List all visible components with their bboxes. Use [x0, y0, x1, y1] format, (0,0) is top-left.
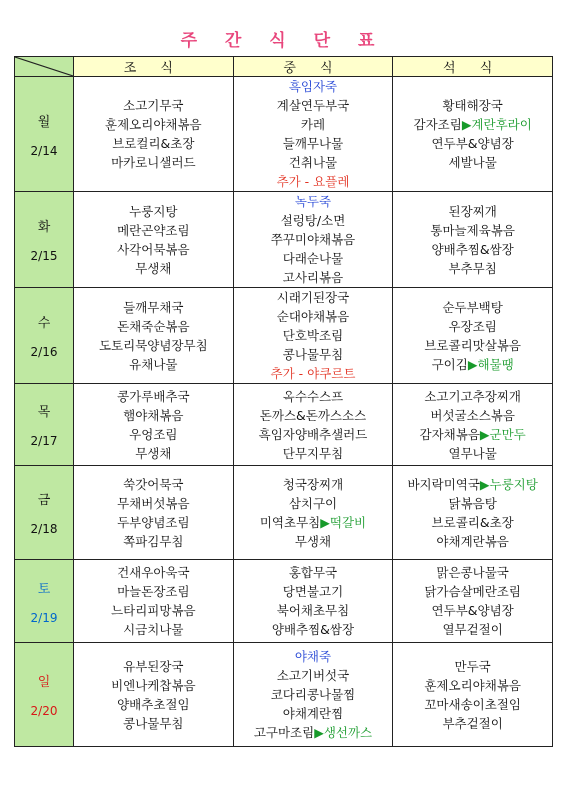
menu-item-text: 황태해장국 — [442, 98, 503, 113]
day-date: 2/20 — [30, 704, 58, 718]
breakfast-cell — [74, 384, 234, 466]
menu-item — [74, 475, 233, 494]
menu-item — [234, 685, 393, 704]
dinner-cell — [393, 560, 553, 643]
menu-item — [234, 134, 393, 153]
menu-item-text: 바지락미역국 — [407, 476, 480, 492]
day-cell — [15, 466, 74, 560]
menu-item-text: 건새우아욱국 — [117, 565, 190, 580]
menu-item-text: 감자조림 — [413, 117, 462, 132]
menu-item-extra: ▶해물땡 — [467, 356, 514, 372]
menu-item-text: 삼치구이 — [288, 495, 338, 511]
menu-item-text: 닭볶음탕 — [448, 495, 497, 511]
menu-item-text: 건취나물 — [288, 155, 338, 170]
menu-item — [393, 221, 552, 240]
menu-item-text: 시금치나물 — [123, 622, 184, 637]
day-row — [15, 643, 553, 747]
menu-item-text: 코다리콩나물찜 — [270, 687, 356, 702]
menu-item — [74, 298, 233, 317]
dinner-cell — [393, 466, 553, 560]
weekly-menu-table — [14, 56, 553, 747]
menu-item — [74, 387, 233, 406]
menu-item — [393, 620, 552, 639]
day-row — [15, 77, 553, 192]
menu-item — [393, 532, 552, 551]
day-name: 화 — [37, 220, 51, 235]
page-title: 주 간 식 단 표 — [180, 31, 386, 51]
day-name: 일 — [37, 675, 51, 690]
day-name: 금 — [37, 493, 51, 508]
menu-item — [74, 695, 233, 714]
menu-item — [234, 532, 393, 551]
diagonal-line-icon — [15, 57, 73, 76]
menu-item — [234, 601, 393, 620]
day-name: 토 — [37, 581, 51, 597]
menu-item-text: 우장조림 — [448, 318, 497, 334]
menu-item-text: 돈까스&돈까스소스 — [259, 407, 367, 423]
menu-item — [74, 494, 233, 513]
menu-item-text: 두부양념조림 — [117, 514, 190, 530]
menu-item — [234, 96, 393, 115]
menu-item-text: 누룽지탕 — [129, 203, 178, 219]
menu-item — [234, 425, 393, 444]
menu-item — [234, 326, 393, 345]
menu-item — [234, 704, 393, 723]
menu-item — [393, 695, 552, 714]
menu-item-text: 마카로니샐러드 — [111, 155, 196, 170]
menu-item-text: 미역초무침 — [259, 514, 321, 530]
menu-item-text: 콩나물무침 — [123, 715, 184, 731]
menu-body — [15, 77, 553, 747]
menu-item — [234, 192, 393, 211]
menu-item — [234, 230, 393, 249]
menu-item-text: 브로콜리맛살볶음 — [424, 337, 521, 353]
menu-item — [74, 563, 233, 582]
menu-item-extra: ▶떡갈비 — [320, 514, 367, 530]
menu-item — [234, 364, 393, 383]
menu-item — [234, 444, 393, 463]
menu-item — [74, 115, 233, 134]
menu-item — [393, 657, 552, 676]
menu-item — [234, 494, 393, 513]
menu-item — [74, 202, 233, 221]
menu-item-text: 세발나물 — [448, 155, 497, 170]
menu-item — [234, 723, 393, 742]
menu-item-text: 구이김 — [431, 356, 468, 372]
menu-item-text: 무생채 — [294, 533, 332, 549]
menu-item — [74, 582, 233, 601]
menu-item-text: 당면불고기 — [282, 584, 344, 599]
menu-item-text: 들깨무채국 — [123, 299, 184, 315]
menu-item-text: 설렁탕/소면 — [280, 213, 346, 228]
menu-item-text: 유부된장국 — [123, 658, 184, 674]
menu-item — [234, 211, 393, 230]
menu-item-text: 훈제오리야채볶음 — [105, 117, 202, 132]
menu-item-text: 감자채볶음 — [419, 426, 480, 442]
menu-item — [74, 259, 233, 278]
menu-item-text: 시래기된장국 — [276, 290, 350, 305]
menu-item-text: 양배추찜&쌈장 — [271, 622, 355, 637]
menu-item-text: 야채계란찜 — [282, 706, 344, 721]
menu-item — [393, 240, 552, 259]
header-row — [15, 57, 553, 77]
menu-item — [393, 513, 552, 532]
day-row — [15, 560, 553, 643]
menu-item-text: 햄야채볶음 — [123, 407, 184, 423]
menu-item-text: 된장찌개 — [448, 203, 497, 219]
menu-item — [393, 153, 552, 172]
day-row — [15, 466, 553, 560]
lunch-cell — [233, 560, 393, 643]
menu-item-text: 청국장찌개 — [282, 476, 344, 492]
menu-item — [234, 268, 393, 287]
menu-item — [74, 714, 233, 733]
day-cell — [15, 288, 74, 384]
breakfast-cell — [74, 560, 234, 643]
menu-item-text: 비엔나케찹볶음 — [111, 677, 196, 693]
menu-item-text: 녹두죽 — [294, 194, 332, 209]
menu-item-text: 계살연두부국 — [276, 98, 350, 113]
menu-item-text: 무채버섯볶음 — [117, 495, 190, 511]
lunch-cell — [233, 288, 393, 384]
header-dinner: 석 식 — [393, 57, 553, 77]
menu-item — [74, 240, 233, 259]
menu-item — [393, 425, 552, 444]
menu-item-text: 맑은콩나물국 — [436, 565, 509, 580]
menu-item — [74, 425, 233, 444]
menu-item-text: 만두국 — [454, 658, 491, 674]
menu-item — [74, 601, 233, 620]
menu-item — [234, 172, 393, 191]
menu-item — [234, 77, 393, 96]
menu-item — [393, 259, 552, 278]
menu-item-text: 메란곤약조림 — [117, 222, 190, 238]
day-row — [15, 288, 553, 384]
menu-item-text: 꼬마새송이초절임 — [424, 696, 521, 712]
menu-item — [74, 444, 233, 463]
header-breakfast: 조 식 — [74, 57, 234, 77]
menu-item-text: 흑임자양배추샐러드 — [258, 426, 368, 442]
day-date: 2/19 — [30, 610, 58, 625]
day-name: 목 — [37, 405, 51, 420]
menu-item-text: 열무나물 — [448, 445, 497, 461]
day-date: 2/14 — [30, 143, 58, 158]
day-cell — [15, 384, 74, 466]
menu-item — [234, 153, 393, 172]
menu-item-extra: ▶군만두 — [479, 426, 526, 442]
menu-item — [74, 532, 233, 551]
menu-item-text: 양배추초절임 — [117, 696, 190, 712]
menu-item-text: 우엉조림 — [129, 426, 178, 442]
menu-item-text: 연두부&양념장 — [431, 136, 514, 151]
menu-item — [234, 582, 393, 601]
menu-item-text: 무생채 — [135, 445, 172, 461]
menu-item — [74, 153, 233, 172]
menu-item-text: 소고기버섯국 — [276, 668, 350, 683]
menu-item-text: 단무지무침 — [282, 445, 344, 461]
header-lunch: 중 식 — [233, 57, 393, 77]
menu-item-text: 열무겉절이 — [442, 622, 503, 637]
menu-item — [393, 355, 552, 374]
menu-item-text: 콩나물무침 — [282, 347, 344, 362]
menu-item — [234, 563, 393, 582]
menu-item-text: 양배추찜&쌈장 — [431, 241, 514, 257]
menu-item-text: 버섯굴소스볶음 — [430, 407, 515, 423]
lunch-cell — [233, 643, 393, 747]
menu-item — [74, 657, 233, 676]
menu-item — [393, 582, 552, 601]
menu-item — [234, 307, 393, 326]
menu-item-text: 고사리볶음 — [282, 270, 344, 285]
menu-item-extra: ▶계란후라이 — [461, 117, 532, 132]
menu-item — [393, 475, 552, 494]
menu-item-text: 부추무침 — [448, 260, 497, 276]
menu-item-text: 통마늘제육볶음 — [430, 222, 515, 238]
lunch-cell — [233, 466, 393, 560]
menu-item — [234, 345, 393, 364]
menu-item-text: 추가 - 요플레 — [276, 174, 350, 189]
menu-item-text: 돈채죽순볶음 — [117, 318, 190, 334]
menu-item — [393, 298, 552, 317]
menu-item-text: 야채계란볶음 — [436, 533, 509, 549]
menu-item — [393, 115, 552, 134]
menu-item-extra: ▶누룽지탕 — [479, 476, 538, 492]
menu-item — [74, 513, 233, 532]
day-cell — [15, 192, 74, 288]
menu-item — [74, 406, 233, 425]
menu-item-text: 쪽파김무침 — [123, 533, 184, 549]
menu-item-text: 단호박조림 — [282, 328, 344, 343]
corner-cell — [15, 57, 74, 77]
menu-item — [393, 134, 552, 153]
lunch-cell — [233, 384, 393, 466]
menu-item-extra: ▶생선까스 — [314, 725, 373, 740]
menu-item-text: 순두부백탕 — [442, 299, 503, 315]
menu-item-text: 유채나물 — [129, 356, 178, 372]
menu-item — [393, 406, 552, 425]
day-cell — [15, 560, 74, 643]
menu-item — [393, 317, 552, 336]
menu-item-text: 흑임자죽 — [288, 79, 338, 94]
lunch-cell — [233, 192, 393, 288]
menu-item-text: 연두부&양념장 — [431, 603, 514, 618]
menu-item — [393, 601, 552, 620]
menu-item-text: 야채죽 — [294, 649, 332, 664]
menu-item — [393, 336, 552, 355]
dinner-cell — [393, 77, 553, 192]
breakfast-cell — [74, 77, 234, 192]
menu-item-text: 훈제오리야채볶음 — [424, 677, 521, 693]
menu-item-text: 카레 — [300, 117, 326, 132]
menu-item — [234, 475, 393, 494]
menu-item — [393, 676, 552, 695]
lunch-cell — [233, 77, 393, 192]
menu-item-text: 쭈꾸미야채볶음 — [270, 232, 356, 247]
menu-item-text: 브로컬리&초장 — [112, 136, 195, 151]
menu-item — [74, 355, 233, 374]
menu-item — [234, 513, 393, 532]
day-cell — [15, 643, 74, 747]
menu-item — [74, 134, 233, 153]
dinner-cell — [393, 384, 553, 466]
menu-item — [393, 563, 552, 582]
menu-item — [234, 115, 393, 134]
day-row — [15, 384, 553, 466]
menu-item-text: 북어채초무침 — [276, 603, 350, 618]
menu-item-text: 도토리묵양념장무침 — [98, 337, 208, 353]
menu-item — [393, 96, 552, 115]
day-name: 월 — [37, 114, 51, 130]
day-date: 2/15 — [30, 249, 58, 263]
menu-item — [74, 96, 233, 115]
breakfast-cell — [74, 192, 234, 288]
menu-item — [74, 317, 233, 336]
breakfast-cell — [74, 466, 234, 560]
menu-item — [234, 288, 393, 307]
menu-item — [74, 676, 233, 695]
day-cell — [15, 77, 74, 192]
day-date: 2/18 — [30, 522, 58, 536]
menu-item — [234, 406, 393, 425]
menu-item — [393, 444, 552, 463]
breakfast-cell — [74, 643, 234, 747]
menu-item-text: 닭가슴살메란조림 — [424, 584, 521, 599]
menu-item-text: 고구마조림 — [253, 725, 315, 740]
menu-item-text: 들깨무나물 — [282, 136, 344, 151]
menu-item-text: 사각어묵볶음 — [117, 241, 190, 257]
menu-item-text: 쑥갓어묵국 — [123, 476, 184, 492]
menu-item-text: 홍합무국 — [288, 565, 338, 580]
menu-item — [234, 249, 393, 268]
menu-item-text: 옥수수스프 — [282, 388, 344, 404]
menu-item-text: 소고기무국 — [123, 98, 184, 113]
menu-item-text: 추가 - 야쿠르트 — [270, 366, 356, 381]
day-row — [15, 192, 553, 288]
menu-item — [74, 336, 233, 355]
menu-item-text: 브로콜리&초장 — [431, 514, 514, 530]
day-name: 수 — [37, 316, 51, 331]
dinner-cell — [393, 643, 553, 747]
menu-item — [234, 647, 393, 666]
dinner-cell — [393, 288, 553, 384]
menu-item-text: 다래순나물 — [282, 251, 344, 266]
menu-item — [74, 221, 233, 240]
menu-item-text: 마늘돈장조림 — [117, 584, 190, 599]
menu-item — [393, 714, 552, 733]
day-date: 2/17 — [30, 434, 58, 448]
menu-item-text: 무생채 — [135, 260, 172, 276]
menu-item — [393, 387, 552, 406]
menu-item — [74, 620, 233, 639]
menu-item — [393, 494, 552, 513]
menu-item-text: 느타리피망볶음 — [111, 603, 196, 618]
menu-item — [234, 666, 393, 685]
dinner-cell — [393, 192, 553, 288]
menu-item-text: 순대야채볶음 — [276, 309, 350, 324]
menu-item — [393, 202, 552, 221]
day-date: 2/16 — [30, 345, 58, 359]
menu-item-text: 부추겉절이 — [442, 715, 503, 731]
menu-item — [234, 387, 393, 406]
breakfast-cell — [74, 288, 234, 384]
menu-item-text: 소고기고추장찌개 — [424, 388, 521, 404]
menu-item-text: 콩가루배추국 — [117, 388, 190, 404]
menu-item — [234, 620, 393, 639]
